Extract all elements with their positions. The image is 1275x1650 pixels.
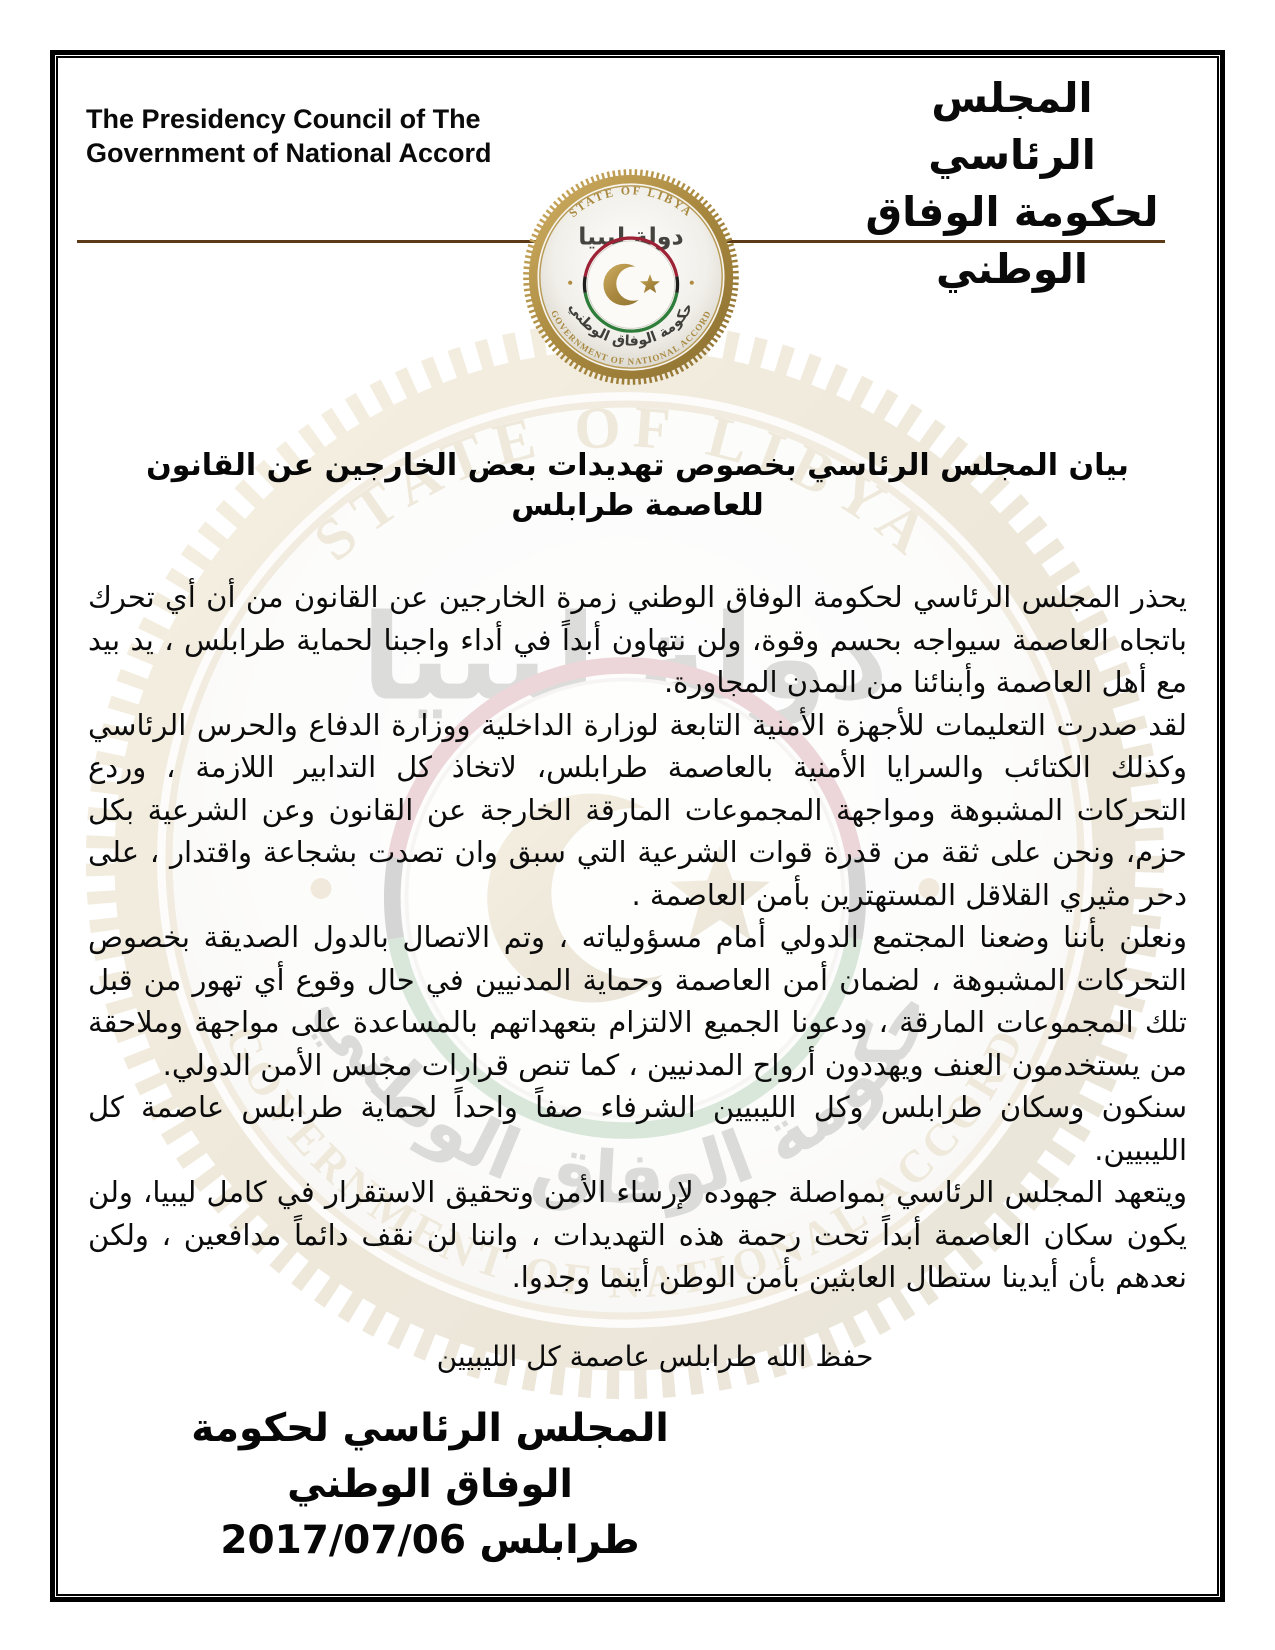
statement-content: [88, 446, 1187, 1569]
letterhead-english: [86, 102, 646, 170]
statement-paragraph: ونعلن بأننا وضعنا المجتمع الدولي أمام مسؤولياته ، وتم الاتصال بالدول الصديقة بخصوص التحركات المشبوهة ، لضمان أمن العاصمة وحماية المدنيين في حال وقوع أي تهور من قبل تلك المجموعات المارقة ، ودعونا الجميع الالتزام بتعهداتهم بالمساعدة على مواجهة وملاحقة من يستخدمون العنف ويهددون أرواح المدنيين ، كما تنص قرارات مجلس الأمن الدولي.: [88, 920, 1187, 1082]
closing-line: حفظ الله طرابلس عاصمة كل الليبيين: [436, 1339, 874, 1373]
letterhead-english-line2: Government of National Accord: [86, 138, 492, 168]
letterhead-arabic: [847, 70, 1177, 298]
official-seal: [517, 163, 745, 391]
statement-paragraph: ويتعهد المجلس الرئاسي بمواصلة جهوده لإرساء الأمن وتحقيق الاستقرار في كامل ليبيا، ولن يكون سكان العاصمة أبداً تحت رحمة هذه التهديدات ، واننا لن نقف دائماً مدافعين ، ولكن نعدهم بأن أيدينا ستطال العابثين بأمن الوطن أينما وجدوا.: [88, 1175, 1187, 1294]
statement-title: بيان المجلس الرئاسي بخصوص تهديدات بعض الخارجين عن القانون للعاصمة طرابلس: [146, 448, 1129, 523]
letterhead-arabic-line2: لحكومة الوفاق الوطني: [865, 188, 1159, 293]
signature-place-date: طرابلس 2017/07/06: [220, 1517, 640, 1563]
signature-block: [150, 1401, 710, 1569]
signature-issuer: المجلس الرئاسي لحكومة الوفاق الوطني: [191, 1405, 669, 1507]
letterhead-english-line1: The Presidency Council of The: [86, 104, 481, 134]
statement-paragraph: لقد صدرت التعليمات للأجهزة الأمنية التابعة لوزارة الداخلية ووزارة الدفاع والحرس الرئاسي وكذلك الكتائب والسرايا الأمنية بالعاصمة طرابلس، لاتخاذ كل التدابير اللازمة ، وردع التحركات المشبوهة ومواجهة المجموعات المارقة الخارجة عن القانون وعن الشرعية بكل حزم، ونحن على ثقة من قدرة قوات الشرعية التي سبق وان تصدت بشجاعة واقتدار ، على دحر مثيري القلاقل المستهترين بأمن العاصمة .: [88, 707, 1187, 912]
statement-paragraph: سنكون وسكان طرابلس وكل الليبيين الشرفاء صفاً واحداً لحماية طرابلس عاصمة كل الليبيين.: [88, 1090, 1187, 1167]
statement-body: [88, 576, 1187, 1299]
letterhead-arabic-line1: المجلس الرئاسي: [928, 74, 1096, 179]
statement-paragraph: يحذر المجلس الرئاسي لحكومة الوفاق الوطني زمرة الخارجين عن القانون من أن أي تحرك باتجاه العاصمة سيواجه بحسم وقوة، ولن نتهاون أبداً في أداء واجبنا لحماية طرابلس ، يد بيد مع أهل العاصمة وأبنائنا من المدن المجاورة.: [88, 580, 1187, 699]
state-of-libya-seal-icon: [517, 163, 745, 391]
